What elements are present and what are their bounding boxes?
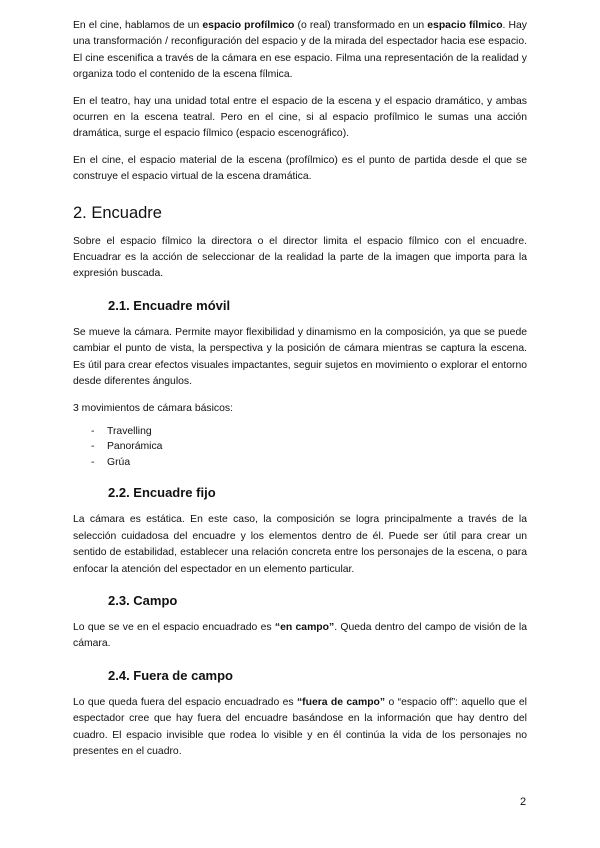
term-espacio-filmico: espacio fílmico xyxy=(427,20,503,31)
document-page xyxy=(73,18,527,760)
camera-movements-intro: 3 movimientos de cámara básicos: xyxy=(73,402,233,414)
subsection-heading-fuera-de-campo: 2.4. Fuera de campo xyxy=(108,667,233,683)
list-item: - Panorámica xyxy=(73,439,527,455)
subsection-heading-campo: 2.3. Campo xyxy=(108,593,178,609)
camera-movements-list xyxy=(73,424,527,471)
dash-bullet: - xyxy=(91,456,95,468)
dash-bullet: - xyxy=(91,441,95,453)
term-en-campo: “en campo” xyxy=(274,622,335,634)
list-item: - Grúa xyxy=(73,455,527,471)
fuera-de-campo-paragraph: Lo que queda fuera del espacio encuadrado es “fuera de campo” o “espacio off”: aquello que el espectador cree que hay fuera del encuadre basándose en la información que hay dentro del cuadro. El espacio invisible que rodea lo visible y en él continúa la vida de los personajes no presentes en el cuadro. xyxy=(73,696,527,758)
list-item: - Travelling xyxy=(73,424,527,440)
intro-paragraph-2: En el teatro, hay una unidad total entre el espacio de la escena y el espacio dramático, y ambas ocurren en la escena teatral. Pero en el cine, si al espacio profílmico le sumas una acción dramática, surge el espacio fílmico (espacio escenográfico). xyxy=(73,95,527,140)
subsection-heading-encuadre-movil: 2.1. Encuadre móvil xyxy=(108,297,231,313)
subsection-heading-encuadre-fijo: 2.2. Encuadre fijo xyxy=(108,485,216,501)
encuadre-movil-paragraph: Se mueve la cámara. Permite mayor flexibilidad y dinamismo en la composición, ya que se puede cambiar el punto de vista, la perspectiva y la posición de cámara mientras se captura la escena. Es útil para crear efectos visuales impactantes, seguir sujetos en movimiento o explorar el entorno desde diferentes ángulos. xyxy=(73,326,527,388)
intro-paragraph-3: En el cine, el espacio material de la escena (profílmico) es el punto de partida desde el que se construye el espacio virtual de la escena dramática. xyxy=(73,154,527,183)
term-espacio-profilmico: espacio profílmico xyxy=(202,20,295,31)
encuadre-paragraph: Sobre el espacio fílmico la directora o el director limita el espacio fílmico con el encuadre. Encuadrar es la acción de seleccionar de la realidad la parte de la imagen que importa para la expresión buscada. xyxy=(73,235,527,280)
page-number: 2 xyxy=(520,796,527,808)
dash-bullet: - xyxy=(91,425,95,437)
intro-paragraph-1: En el cine, hablamos de un espacio profílmico (o real) transformado en un espacio fílmico. Hay una transformación / reconfiguración del espacio y de la mirada del espectador hacia ese espacio. El cine escenifica a través de la cámara en ese espacio. Filma una representación de la realidad y organiza todo el contenido de la escena fílmica. xyxy=(73,20,527,81)
term-fuera-de-campo: “fuera de campo” xyxy=(296,696,386,708)
encuadre-fijo-paragraph: La cámara es estática. En este caso, la composición se logra principalmente a través de la selección cuidadosa del encuadre y los elementos dentro de él. Puede ser útil para crear un sentido de estabilidad, establecer una relación concreta entre los personajes de la escena, o para enfocar la atención del espectador en un elemento particular. xyxy=(73,514,527,575)
section-heading-encuadre: 2. Encuadre xyxy=(73,203,162,222)
campo-paragraph: Lo que se ve en el espacio encuadrado es “en campo”. Queda dentro del campo de visión de la cámara. xyxy=(73,622,527,650)
